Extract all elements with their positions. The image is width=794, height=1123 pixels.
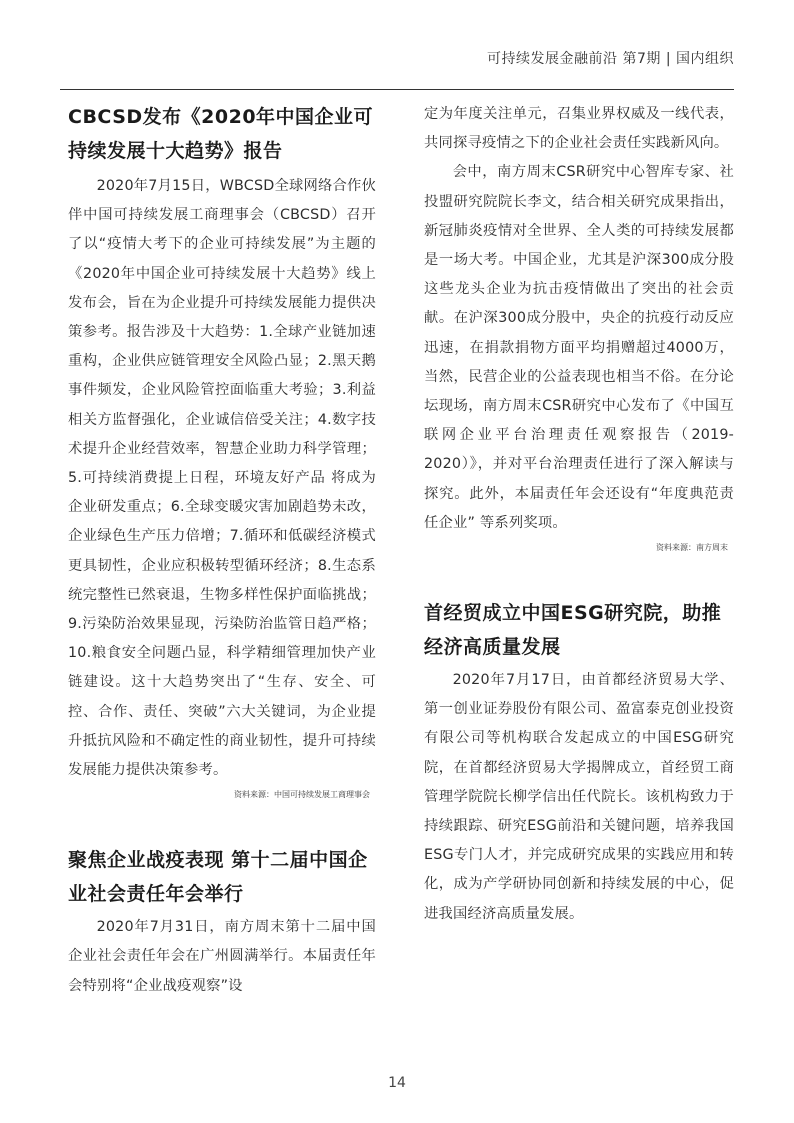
article-body-cbcsd: 2020年7月15日，WBCSD全球网络合作伙伴中国可持续发展工商理事会（CBCSD）召开了以“疫情大考下的企业可持续发展”为主题的《2020年中国企业可持续发展十大趋势》线上发布会，旨在为企业提升可持续发展能力提供决策参考。报告涉及十大趋势：1.全球产业链加速重构，企业供应链管理安全风险凸显；2.黑天鹅事件频发，企业风险管控面临重大考验；3.利益相关方监督强化，企业诚信倍受关注；4.数字技术提升企业经营效率，智慧企业助力科学管理；5.可持续消费提上日程，环境友好产品 将成为企业研发重点；6.全球变暖灾害加剧趋势未改，企业绿色生产压力倍增；7.循环和低碳经济模式更具韧性，企业应积极转型循环经济；8.生态系统完整性已然衰退，生物多样性保护面临挑战；9.污染防治效果显现，污染防治监管日趋严格；10.粮食安全问题凸显，科学精细管理加快产业链建设。这十大趋势突出了“生存、安全、可控、合作、责任、突破”六大关键词，为企业提升抵抗风险和不确定性的商业韧性，提升可持续发展能力提供决策参考。 — [68, 178, 376, 779]
article-source-cbcsd: 资料来源：中国可持续发展工商理事会 — [234, 790, 370, 800]
header-divider — [60, 89, 734, 90]
section-spacer — [68, 801, 376, 843]
article-title-esg-institute: 首经贸成立中国ESG研究院，助推经济高质量发展 — [424, 602, 722, 659]
right-column — [424, 100, 734, 929]
article-body-esg-institute: 2020年7月17日，由首都经济贸易大学、第一创业证券股份有限公司、盈富泰克创业投资有限公司等机构联合发起成立的中国ESG研究院，在首都经济贸易大学揭牌成立，首经贸工商管理学院院长柳学信出任代院长。该机构致力于持续跟踪、研究ESG前沿和关键问题，培养我国ESG专门人才，并完成研究成果的实践应用和转化，成为产学研协同创新和持续发展的中心，促进我国经济高质量发展。 — [424, 672, 734, 922]
article-body-csr-annual: 2020年7月31日，南方周末第十二届中国企业社会责任年会在广州圆满举行。本届责任年会特别将“企业战疫观察”设 — [68, 919, 376, 994]
article-body-csr-annual-continued: 定为年度关注单元，召集业界权威及一线代表，共同探寻疫情之下的企业社会责任实践新风向。 — [424, 106, 734, 152]
article-source-csr-annual: 资料来源：南方周末 — [656, 543, 728, 553]
left-column — [68, 100, 376, 1001]
article-title-cbcsd: CBCSD发布《2020年中国企业可持续发展十大趋势》报告 — [68, 106, 374, 162]
page-number: 14 — [388, 1075, 406, 1091]
running-header: 可持续发展金融前沿 第7期 | 国内组织 — [487, 51, 734, 67]
article-body-csr-annual-paragraph2: 会中，南方周末CSR研究中心智库专家、社投盟研究院院长李文，结合相关研究成果指出，新冠肺炎疫情对全世界、全人类的可持续发展都是一场大考。中国企业，尤其是沪深300成分股这些龙头企业为抗击疫情做出了突出的社会贡献。在沪深300成分股中，央企的抗疫行动反应迅速，在捐款捐物方面平均捐赠超过4000万，当然，民营企业的公益表现也相当不俗。在分论坛现场，南方周末CSR研究中心发布了《中国互联网企业平台治理责任观察报告（2019-2020）》，并对平台治理责任进行了深入解读与探究。此外，本届责任年会还设有“年度典范责任企业” 等系列奖项。 — [424, 164, 734, 531]
article-title-csr-annual: 聚焦企业战疫表现 第十二届中国企业社会责任年会举行 — [68, 849, 368, 906]
section-spacer — [424, 554, 734, 596]
